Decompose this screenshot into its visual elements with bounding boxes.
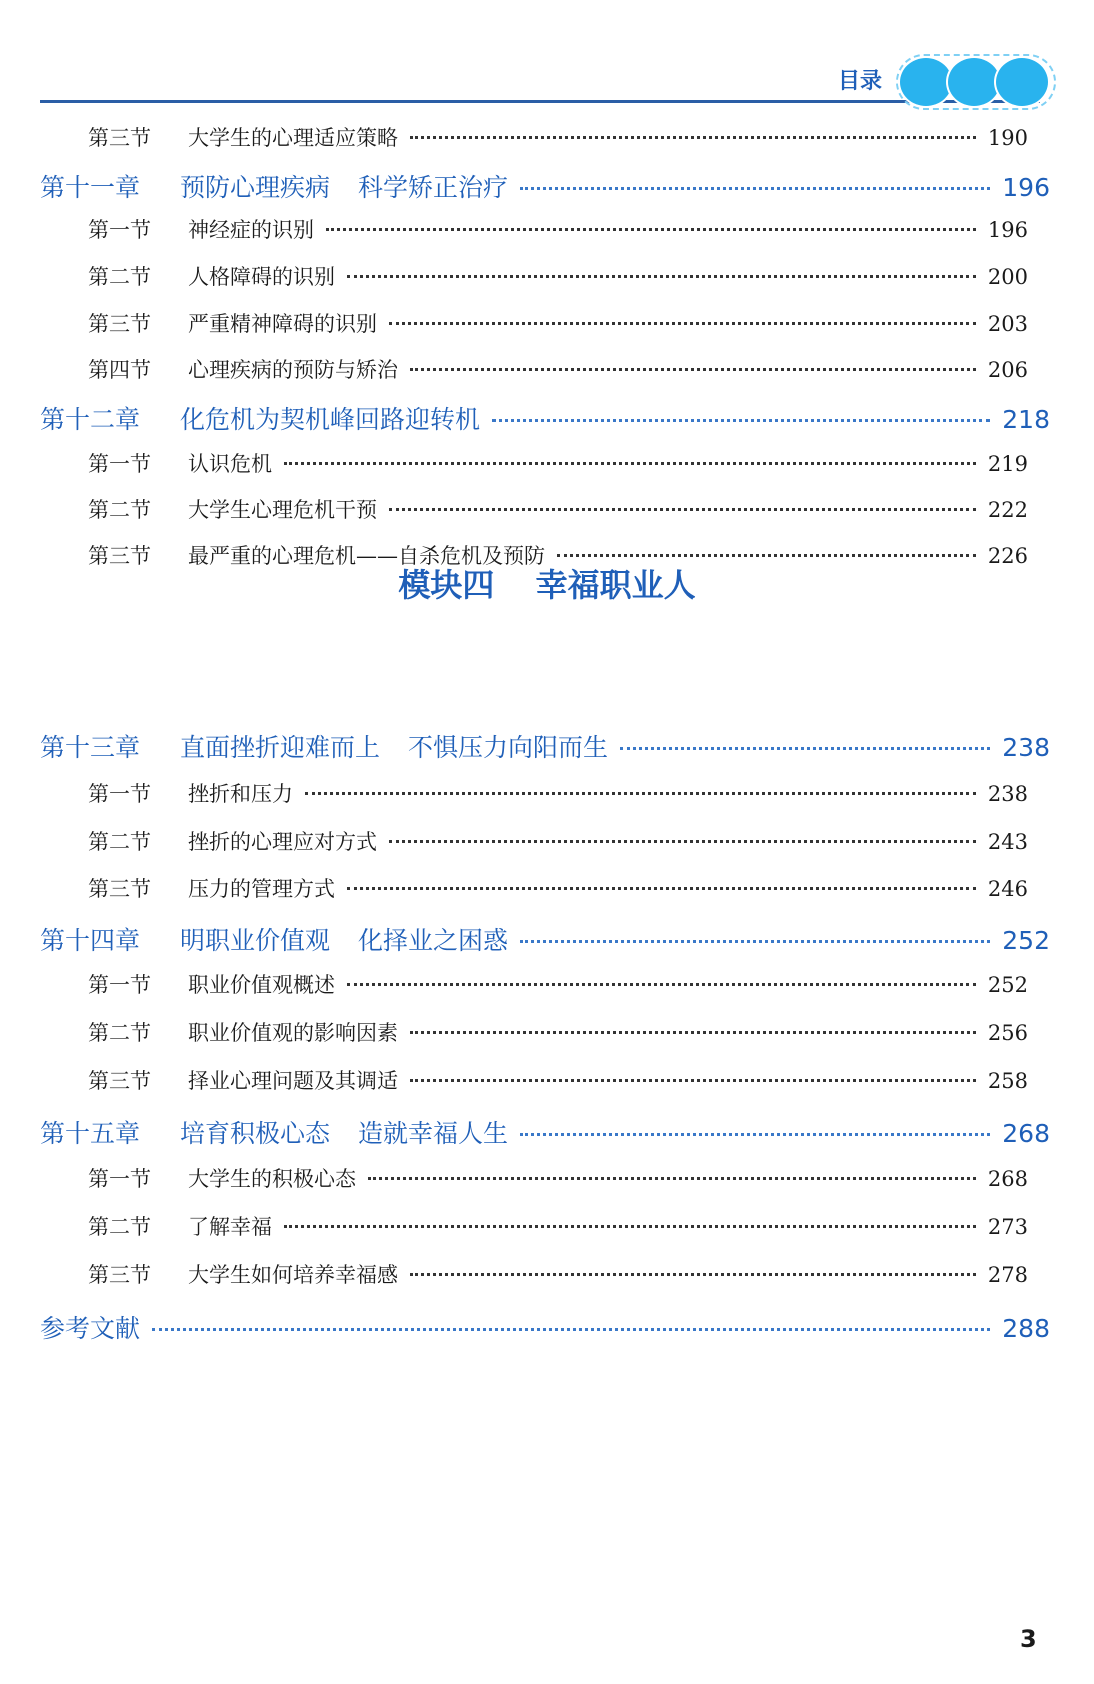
section-number: 第二节	[88, 498, 151, 522]
section-number: 第四节	[88, 358, 151, 382]
toc-section-row	[88, 826, 1028, 856]
section-page-number: 203	[987, 312, 1028, 336]
section-page-number: 222	[987, 498, 1028, 522]
toc-section-row	[88, 308, 1028, 338]
section-page-number: 273	[987, 1215, 1028, 1239]
section-number: 第三节	[88, 544, 151, 568]
decorative-circles	[900, 54, 1050, 110]
dot-leader	[389, 322, 976, 325]
section-title: 职业价值观概述	[188, 973, 335, 997]
section-title: 人格障碍的识别	[188, 265, 335, 289]
section-page-number: 278	[987, 1263, 1028, 1287]
section-title: 最严重的心理危机——自杀危机及预防	[188, 544, 545, 568]
chapter-title: 明职业价值观 化择业之困惑	[180, 926, 508, 955]
section-number: 第一节	[88, 782, 151, 806]
section-title: 大学生心理危机干预	[188, 498, 377, 522]
toc-section-row	[88, 494, 1028, 524]
toc-section-row	[88, 1259, 1028, 1289]
section-page-number: 256	[987, 1021, 1028, 1045]
toc-chapter-row	[40, 1309, 1050, 1345]
section-title: 择业心理问题及其调适	[188, 1069, 398, 1093]
toc-section-row	[88, 1163, 1028, 1193]
section-number: 第二节	[88, 830, 151, 854]
toc-section-row	[88, 969, 1028, 999]
toc-chapter-row	[40, 1114, 1050, 1150]
chapter-page-number: 268	[1002, 1119, 1050, 1148]
section-title: 挫折的心理应对方式	[188, 830, 377, 854]
dot-leader	[347, 275, 976, 278]
chapter-number: 参考文献	[40, 1314, 141, 1343]
toc-section-row	[88, 122, 1028, 152]
section-page-number: 258	[987, 1069, 1028, 1093]
dot-leader	[305, 792, 976, 795]
section-number: 第三节	[88, 126, 151, 150]
toc-section-row	[88, 778, 1028, 808]
chapter-number: 第十三章	[40, 733, 141, 762]
dot-leader	[284, 1225, 976, 1228]
section-page-number: 219	[987, 452, 1028, 476]
section-number: 第二节	[88, 1021, 151, 1045]
section-number: 第三节	[88, 1263, 151, 1287]
toc-section-row	[88, 1017, 1028, 1047]
toc-section-row	[88, 448, 1028, 478]
decorative-circle-2	[948, 58, 1000, 106]
chapter-number: 第十五章	[40, 1119, 141, 1148]
section-page-number: 268	[987, 1167, 1028, 1191]
section-title: 大学生如何培养幸福感	[188, 1263, 398, 1287]
section-title: 神经症的识别	[188, 218, 314, 242]
chapter-page-number: 238	[1002, 733, 1050, 762]
dot-leader	[557, 554, 976, 557]
chapter-title: 培育积极心态 造就幸福人生	[180, 1119, 508, 1148]
dot-leader	[410, 136, 976, 139]
toc-section-row	[88, 214, 1028, 244]
module-heading: 模块四 幸福职业人	[398, 566, 696, 604]
section-page-number: 252	[987, 973, 1028, 997]
section-page-number: 226	[987, 544, 1028, 568]
section-page-number: 246	[987, 877, 1028, 901]
dot-leader	[410, 1273, 976, 1276]
section-title: 了解幸福	[188, 1215, 272, 1239]
section-title: 心理疾病的预防与矫治	[188, 358, 398, 382]
toc-chapter-row	[40, 921, 1050, 957]
toc-section-row	[88, 1065, 1028, 1095]
section-title: 认识危机	[188, 452, 272, 476]
chapter-page-number: 252	[1002, 926, 1050, 955]
section-title: 大学生的心理适应策略	[188, 126, 398, 150]
dot-leader	[389, 840, 976, 843]
section-page-number: 200	[987, 265, 1028, 289]
decorative-circle-1	[900, 58, 952, 106]
section-page-number: 190	[987, 126, 1028, 150]
dot-leader	[347, 983, 976, 986]
dot-leader	[347, 887, 976, 890]
section-number: 第三节	[88, 1069, 151, 1093]
section-title: 大学生的积极心态	[188, 1167, 356, 1191]
toc-chapter-row	[40, 728, 1050, 764]
toc-section-row	[88, 354, 1028, 384]
section-page-number: 243	[987, 830, 1028, 854]
dot-leader	[368, 1177, 976, 1180]
section-number: 第二节	[88, 1215, 151, 1239]
section-title: 压力的管理方式	[188, 877, 335, 901]
toc-section-row	[88, 873, 1028, 903]
section-number: 第二节	[88, 265, 151, 289]
section-number: 第一节	[88, 452, 151, 476]
dot-leader	[389, 508, 976, 511]
section-number: 第一节	[88, 973, 151, 997]
dot-leader	[410, 1079, 976, 1082]
section-page-number: 196	[987, 218, 1028, 242]
chapter-title: 直面挫折迎难而上 不惧压力向阳而生	[180, 733, 608, 762]
section-number: 第三节	[88, 312, 151, 336]
dot-leader	[520, 1133, 990, 1136]
chapter-page-number: 288	[1002, 1314, 1050, 1343]
chapter-number: 第十一章	[40, 173, 141, 202]
dot-leader	[410, 1031, 976, 1034]
dot-leader	[284, 462, 976, 465]
dot-leader	[152, 1328, 990, 1331]
header-rule	[40, 100, 1040, 103]
section-number: 第一节	[88, 218, 151, 242]
page-number: 3	[1020, 1625, 1037, 1653]
dot-leader	[492, 419, 990, 422]
section-page-number: 206	[987, 358, 1028, 382]
chapter-page-number: 196	[1002, 173, 1050, 202]
dot-leader	[410, 368, 976, 371]
section-page-number: 238	[987, 782, 1028, 806]
page-header	[0, 0, 1094, 120]
toc-section-row	[88, 261, 1028, 291]
section-number: 第三节	[88, 877, 151, 901]
toc-section-row	[88, 1211, 1028, 1241]
dot-leader	[620, 747, 990, 750]
section-number: 第一节	[88, 1167, 151, 1191]
chapter-title: 预防心理疾病 科学矫正治疗	[180, 173, 508, 202]
dot-leader	[520, 940, 990, 943]
dot-leader	[326, 228, 976, 231]
dot-leader	[520, 187, 990, 190]
chapter-number: 第十二章	[40, 405, 141, 434]
decorative-circle-3	[996, 58, 1048, 106]
section-title: 挫折和压力	[188, 782, 293, 806]
section-title: 严重精神障碍的识别	[188, 312, 377, 336]
header-label: 目录	[838, 69, 883, 94]
toc-chapter-row	[40, 400, 1050, 436]
chapter-number: 第十四章	[40, 926, 141, 955]
chapter-page-number: 218	[1002, 405, 1050, 434]
toc-chapter-row	[40, 168, 1050, 204]
section-title: 职业价值观的影响因素	[188, 1021, 398, 1045]
chapter-title: 化危机为契机峰回路迎转机	[180, 405, 481, 434]
